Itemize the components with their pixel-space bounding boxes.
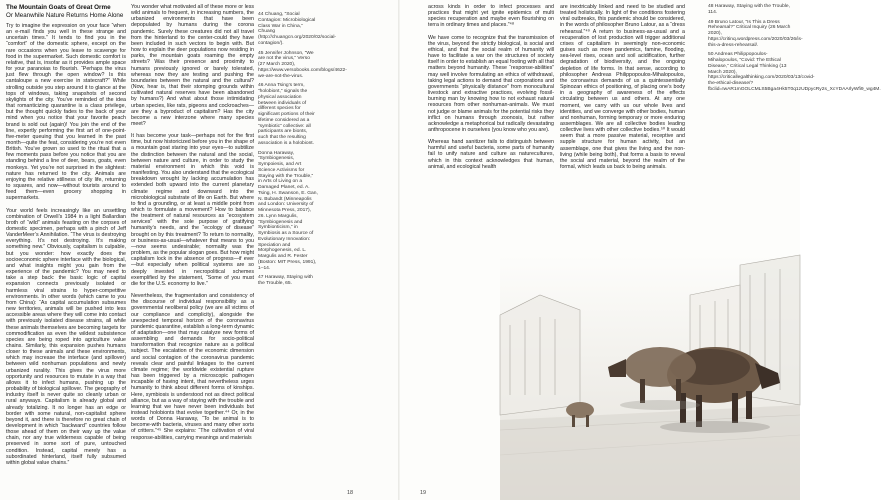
paragraph: It has become your task—perhaps not for the first time, but now historicized before you in the shape of a mountain goat staring into your eyes—to subtilize the distinction between the natural and the social, between nature and culture, in order to study the material environment in which this void is manifesting. You also understand that the ecological breakdown wrought by lacking accumulation has extended both upward into the current planetary climate regime and downward into the microbiological substrate of life on Earth. But where to find a grounding, or at least a middle point from which to formulate a movement? How to balance the treatment of natural resources as “ecosystem services” with the sole purpose of gratifying humanity’s needs, and the “ecology of disease” brought on by this treatment? To return to normality, or business-as-usual—whatever that means to you—now seems undesirable; normality was the problem, as the popular slogan goes. But how might capitalism lock in the absence of progress—if ever—but especially when political systems are so deeply invested in necropolitical schemes exemplified by the statement, “Some of you must die for the U.S. economy to live.” (131, 133, 254, 287)
footnote: 49 Bruno Latour, “Is This a Dress Rehearsal?” Critical Inquiry (26 March 2020), https://critinq.wordpress.com/2020/03/26/is-this-a-dress-rehearsal/. (708, 19, 803, 48)
paragraph: are inextricably linked and need to be studied and treated holistically. In light of the conditions fostering viral outbreaks, this pandemic should be considered, in the words of philosopher Bruno Latour, as a “dress rehearsal.”⁴⁹ A return to business-as-usual and a recuperation of lost production will trigger additional crises of capitalism in seemingly non-economic guises such as more pandemics, famine, flooding, sea-level rises, ocean and soil acidification, further degradation of biodiversity, and the ongoing depletion of life forms. In that sense, according to philosopher Andreas Philippopoulos-Mihalopoulos, the coronavirus demands of us a quintessentially Spinozan ethics of positioning, of placing one’s body in a geography of awareness of the effects circulating between us and others. At any one moment, we carry with us our whole lives and identities, and we converge with other bodies, human and nonhuman, forming temporary or more enduring assemblages. We are all collective bodies leading collective lives with other collective bodies.⁵⁰ It would seem that a more passive material, receptive and supple structure for human activity, but an assemblage, one that gives the living and the non-living (while being both), that forms a basis to reveal the social and material, beyond the realm of the formal, which leads us back to being animals. (560, 4, 685, 171)
footnote: 48 Haraway, Staying with the Trouble, 114. (708, 4, 791, 15)
paragraph: Your world feels increasingly like an unsettling combination of Orwell’s 1984 in a light Ballardian broth of “wild” animals feasting on the corpses of domestic specimen, perhaps with a pinch of Jeff VanderMeer’s Annihilation. “The virus is destroying everything. It’s not destroying. It’s making something new.” Obviously, capitalism is culpable, but you wonder: how exactly does the socioeconomic sphere interface with the biological, and what insights might you gain from the experience of the pandemic? You may need to take a step back: the basic logic of capital expansion connects previously isolated or harmless viral strains to hyper-competitive environments. In other words (which came to you from China): “As capital accumulation subsumes new territories, animals will be pushed into less accessible areas where they will come into contact with previously isolated disease strains, all while these animals themselves are becoming targets for commodification as even the wildest subsistence species are being roped into agriculture value chains. Similarly, this expansion pushes humans closer to these animals and these environments, which may increase the interface (and spillover) between wild nonhuman populations and newly urbanized rurality. This gives the virus more opportunity and resources to mutate in a way that allows it to infect humans, pushing up the probability of biological spillover. The geography of industry itself is never quite so cleanly urban or rural anyways. Capitalism is already global and already totalizing. It no longer has an edge or border with some natural, non-capitalist sphere beyond it, and there is therefore no great chain of development in which “backward” countries follow those ahead of them on their way up the value chain, nor any true wilderness capable of being preserved in some sort of pure, untouched condition. Instead, capital merely has a subordinated hinterland, itself fully subsumed within global value chains.” (6, 207, 126, 466)
paragraph: Nevertheless, the fragmentation and consistency of the discourse of individual responsibility as a governmental neoliberal policy (we are all victims of our compliance and complicity), alongside the unexpected temporal horizon of the coronavirus pandemic quarantine, establish a long-term dynamic of adaptation—one that may catalyze new forms of assembling and demands for socio-political transformation that recognize nature as a political subject. The escalation of the economic dimension and social contagion of the coronavirus pandemic reveals clear and painful linkages to the current climate regime; the worldwide existential rupture has been triggered by a microscopic pathogen incapable of having intent, that nevertheless urges humanity to think about different forms of kinships. Here, symbiosis is understood not as direct political alliance, but as a way of staying with the trouble and learning that we have never been individuals but instead holobionts that evolve together.⁴⁴ Or, in the words of Donna Haraway, “To be animal is to become-with bacteria, viruses and many other sorts of critters.”⁴⁵ She explains: “The cultivation of viral response-abilities, carrying meanings and materials (131, 293, 254, 441)
left-column-2 (131, 4, 254, 490)
page-number-right: 19 (420, 490, 427, 496)
paragraph: Whereas hand sanitizer fails to distinguish between harmful and useful bacteria, some parts of humanity fail to unify nature and culture as naturecultures, which in this context acknowledges that human, animal, and ecological health (428, 139, 554, 170)
footnote: Donna Haraway, “Symbiogenesis, Sympoiesis, and Art Science Activisms for Staying with the Trouble,” in Arts of Living on a Damaged Planet, ed. A. Tsing, H. Swanson, E. Gan, N. Bubandt (Minneapolis and London: University of Minnesota Press, 2017), 26. Lynn Margulis, “Symbiogenesis and Symbionticism,” in Symbiosis as a Source of Evolutionary Innovation: Speciation and Morphogenesis, ed. L. Margulis and R. Fester (Boston: MIT Press, 1991), 1–14. (258, 150, 318, 271)
paragraph: Try to imagine the expression on your face “when an e-mail finds you well in these strange and uncertain times.” It tends to find you in the “comfort” of the domestic sphere, except on the rare occasions when you leave to scavenge for food in the supermarket. Such domestic comfort is relative, that is, insofar as it provides ample space for your paranoias to flourish. “Perhaps the virus just flew through the open window? Is this cantaloupe a new exercise in statecraft?” While strolling outside you step around it to glance at the tops of windows, taking snapshots of second skylights of the city. You’ve reminded of the idea that romanticizing quarantine is a class privilege, but the thought quickly fades to the back of your mind when you notice that your favorite peach brand is sold out (again)! You join the end of the line, expertly performing the first art of one-point-five-meter queuing that you learned in the past month—quite the feat, considering you’re not even British. You’ve grown so used to the ritual that a few moments pass before you notice that you are standing behind a line of deer, bears, goats, even monkeys. Yet you’re not surprised in the slightest: nature has returned to the city. Animals are enjoying the relative stillness of city life, returning to squares, and now—without tourists around to feed them—even grocery shopping in supermarkets. (6, 23, 126, 202)
right-column-2 (560, 4, 685, 254)
page-number-left: 18 (347, 490, 354, 496)
right-footnotes (708, 4, 881, 204)
right-column-1 (428, 4, 554, 254)
paragraph: We have come to recognize that the transmission of the virus, beyond the strictly biological, is social and ethical, and that the social realm of humanity will have to facilitate a war on the structures of society itself in order to establish an equal footing with all that matters beyond humanity. These “response-abilities” may well involve formulating an ethics of withdrawal, taking legal actions to demand that corporations and governments “physically distance” from monocultural livestock and extractive practices, evolving fossil-burning man by knowing how to not exhaust natural resources from other nonhuman-animals. We must not judge or blame animals for the potential risks they inflict on humans through zoonosis, but rather acknowledge a metaphorical but radically devastating anthropocene in ourselves (you know who you are). (428, 34, 554, 133)
paragraph: across kinds in order to infect processes and practices that might yet ignite epidemics of multi species recuperation and maybe even flourishing on terra in ordinary times and places.”⁴⁸ (428, 4, 554, 29)
footnote: 45 Jennifer Johnson, “We are not the virus,” Verso (27 March 2020), https://www.versobooks.com/blogs/4622-we-are-not-the-virus. (258, 50, 347, 79)
right-page (400, 0, 881, 500)
animals-street-illustration (500, 255, 800, 500)
footnote: 47 Haraway, Staying with the Trouble, 65. (258, 275, 313, 286)
footnote: 44 Chuang, “Social Contagion: Microbiological Class War in China,” Chuang (http://chuangcn.org/2020/02/social-contagion/). (258, 12, 337, 46)
title-block (6, 4, 126, 19)
left-page (0, 0, 400, 500)
shadow (620, 400, 700, 410)
footnote: 46 Anna Tsing’s term, “holobiont,” signals the physical association between individuals of different species for significant portions of their lifetime considered as a “symbiotic” collective: all participants are bionts, such that the resulting association is a holobiont. (258, 83, 315, 146)
paragraph: You wonder what motivated all of these more or less wild animals to frequent, in increasing numbers, the urbanized environments that have been depopulated by humans during the corona pandemic. Surely these creatures did not all travel from the hinterland to the center-could they have been included in such vectors to begin with. But how to explain the deer populations now residing in parks, the mountain goats roaming the empty streets? Was their presence and proximity to humans previously ignored or barely tolerated, whereas now they are testing and pushing the boundaries between the natural and the cultural? (Now, hear is, that their stomping grounds within cultivated natural reserves have been abandoned by humans?) And what about those intimidating urban species, like rats, pigeons and cockroaches—are they a byproduct of capitalism? Has the city become a new interzone where many species meet? (131, 4, 254, 127)
article-subtitle: Or Meanwhile Nature Returns Home Alone (6, 11, 124, 19)
footnote: 50 Andreas Philippopoulos-Mihalopoulos, “Covid: The Ethical Disease,” Critical Legal Thinking (13 March 2020), https://criticallegalthinking.com/2020/03/13/covid-the-ethical-disease/?fbclid=IwAR1mGOLCMLS5Bga4Hk5T0q1zUDpycRy2s_XcYDAArlyWfi9_wg4M. (708, 52, 881, 92)
left-column-1 (6, 4, 126, 490)
road-wash (500, 405, 800, 500)
shadow (660, 421, 770, 433)
left-footnotes (258, 12, 347, 312)
article-title: The Mountain Goats of Great Orme (6, 4, 111, 11)
